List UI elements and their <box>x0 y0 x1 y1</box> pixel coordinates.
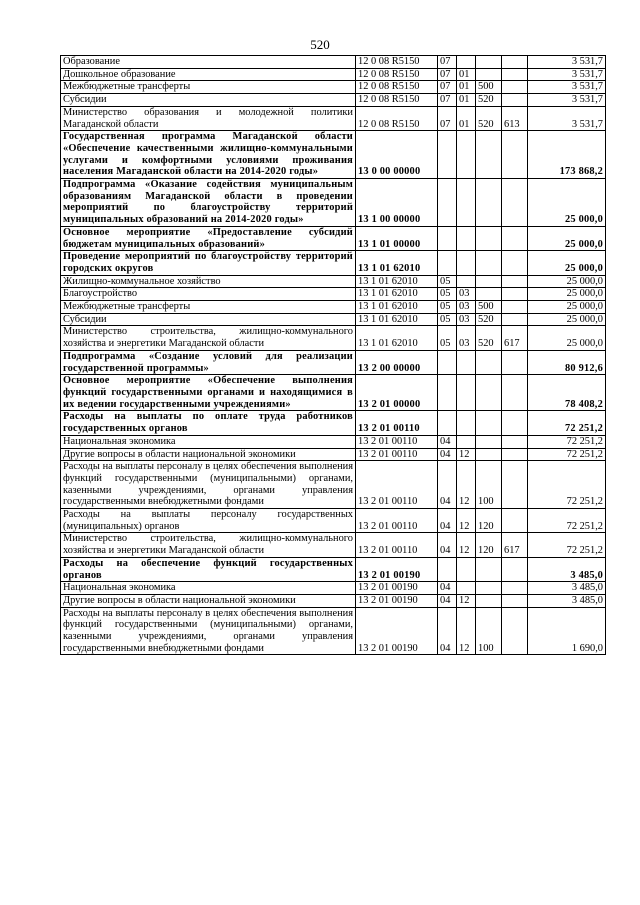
row-expense-type: 520 <box>476 94 502 107</box>
row-name: Субсидии <box>61 313 356 326</box>
row-subsection: 03 <box>457 301 476 314</box>
row-target-code: 13 2 00 00000 <box>356 350 438 374</box>
row-target-code: 13 2 01 00190 <box>356 607 438 655</box>
row-name: Жилищно-коммунальное хозяйство <box>61 275 356 288</box>
row-target-code: 13 1 01 62010 <box>356 275 438 288</box>
row-name: Межбюджетные трансферты <box>61 81 356 94</box>
row-subsection <box>457 56 476 69</box>
table-row <box>61 106 606 130</box>
row-subsection: 12 <box>457 607 476 655</box>
row-name: Основное мероприятие «Обеспечение выполнения функций государственными органами и находящимися в их ведении государственными учреждениями» <box>61 375 356 411</box>
table-row <box>61 461 606 509</box>
table-row <box>61 251 606 275</box>
row-name: Субсидии <box>61 94 356 107</box>
row-subsection <box>457 275 476 288</box>
row-name: Министерство строительства, жилищно-коммунального хозяйства и энергетики Магаданской области <box>61 326 356 350</box>
row-expense-type <box>476 275 502 288</box>
budget-table <box>60 55 606 655</box>
row-administrator <box>502 448 528 461</box>
row-section: 04 <box>438 509 457 533</box>
row-name: Межбюджетные трансферты <box>61 301 356 314</box>
row-section: 05 <box>438 326 457 350</box>
row-section: 04 <box>438 607 457 655</box>
table-row <box>61 179 606 227</box>
row-amount: 3 531,7 <box>528 68 606 81</box>
row-target-code: 12 0 08 R5150 <box>356 106 438 130</box>
row-subsection: 01 <box>457 106 476 130</box>
row-amount: 78 408,2 <box>528 375 606 411</box>
row-administrator <box>502 56 528 69</box>
row-administrator <box>502 301 528 314</box>
row-target-code: 12 0 08 R5150 <box>356 94 438 107</box>
row-target-code: 13 0 00 00000 <box>356 131 438 179</box>
table-row <box>61 448 606 461</box>
row-section: 04 <box>438 533 457 557</box>
row-administrator <box>502 288 528 301</box>
row-name: Другие вопросы в области национальной экономики <box>61 448 356 461</box>
row-administrator <box>502 435 528 448</box>
row-target-code: 13 2 01 00190 <box>356 594 438 607</box>
row-subsection: 01 <box>457 68 476 81</box>
row-subsection <box>457 179 476 227</box>
row-amount: 3 485,0 <box>528 582 606 595</box>
row-expense-type: 520 <box>476 326 502 350</box>
row-target-code: 13 1 01 00000 <box>356 226 438 250</box>
row-amount: 3 531,7 <box>528 81 606 94</box>
row-subsection: 03 <box>457 313 476 326</box>
row-target-code: 12 0 08 R5150 <box>356 56 438 69</box>
table-row <box>61 509 606 533</box>
row-section <box>438 350 457 374</box>
row-amount: 3 531,7 <box>528 94 606 107</box>
row-administrator: 617 <box>502 533 528 557</box>
table-row <box>61 226 606 250</box>
row-name: Расходы на выплаты персоналу в целях обеспечения выполнения функций государственными (муниципальными) органами, казенными учреждениями, органами управления государственными внебюджетными фондами <box>61 461 356 509</box>
row-amount: 25 000,0 <box>528 313 606 326</box>
row-target-code: 12 0 08 R5150 <box>356 81 438 94</box>
row-amount: 3 485,0 <box>528 557 606 581</box>
row-name: Подпрограмма «Создание условий для реализации государственной программы» <box>61 350 356 374</box>
row-amount: 3 531,7 <box>528 106 606 130</box>
row-target-code: 13 1 01 62010 <box>356 313 438 326</box>
row-subsection <box>457 375 476 411</box>
row-expense-type <box>476 179 502 227</box>
row-administrator <box>502 509 528 533</box>
row-administrator: 613 <box>502 106 528 130</box>
row-subsection <box>457 226 476 250</box>
table-row <box>61 131 606 179</box>
row-expense-type <box>476 56 502 69</box>
row-target-code: 13 2 01 00190 <box>356 557 438 581</box>
row-expense-type: 120 <box>476 509 502 533</box>
row-target-code: 13 2 01 00110 <box>356 533 438 557</box>
row-section: 07 <box>438 68 457 81</box>
row-subsection: 12 <box>457 448 476 461</box>
table-row <box>61 557 606 581</box>
row-expense-type <box>476 288 502 301</box>
row-subsection <box>457 131 476 179</box>
row-amount: 173 868,2 <box>528 131 606 179</box>
row-name: Государственная программа Магаданской области «Обеспечение качественными жилищно-коммунальными услугами и комфортными условиями проживания населения Магаданской области на 2014-2020 годы» <box>61 131 356 179</box>
row-section: 07 <box>438 106 457 130</box>
row-section: 07 <box>438 56 457 69</box>
row-expense-type <box>476 68 502 81</box>
table-body <box>61 56 606 655</box>
table-row <box>61 375 606 411</box>
row-section <box>438 411 457 435</box>
row-subsection: 12 <box>457 533 476 557</box>
row-amount: 25 000,0 <box>528 288 606 301</box>
row-name: Подпрограмма «Оказание содействия муниципальным образованиям Магаданской области в проведении мероприятий по благоустройству территорий муниципальных образований на 2014-2020 годы» <box>61 179 356 227</box>
row-section <box>438 375 457 411</box>
row-administrator <box>502 461 528 509</box>
row-administrator <box>502 94 528 107</box>
row-expense-type: 120 <box>476 533 502 557</box>
row-name: Другие вопросы в области национальной экономики <box>61 594 356 607</box>
row-expense-type <box>476 411 502 435</box>
row-subsection <box>457 557 476 581</box>
row-administrator: 617 <box>502 326 528 350</box>
row-section <box>438 557 457 581</box>
table-row <box>61 94 606 107</box>
row-amount: 72 251,2 <box>528 448 606 461</box>
row-subsection <box>457 582 476 595</box>
row-target-code: 13 1 01 62010 <box>356 326 438 350</box>
row-target-code: 13 1 00 00000 <box>356 179 438 227</box>
row-amount: 72 251,2 <box>528 533 606 557</box>
table-row <box>61 350 606 374</box>
row-administrator <box>502 607 528 655</box>
row-target-code: 13 2 01 00110 <box>356 448 438 461</box>
row-subsection <box>457 435 476 448</box>
row-expense-type <box>476 594 502 607</box>
table-row <box>61 582 606 595</box>
row-amount: 25 000,0 <box>528 251 606 275</box>
row-expense-type: 100 <box>476 461 502 509</box>
row-section: 07 <box>438 81 457 94</box>
row-name: Расходы на выплаты персоналу государственных (муниципальных) органов <box>61 509 356 533</box>
table-row <box>61 301 606 314</box>
row-amount: 25 000,0 <box>528 179 606 227</box>
row-expense-type <box>476 448 502 461</box>
row-amount: 72 251,2 <box>528 411 606 435</box>
row-administrator <box>502 179 528 227</box>
row-subsection: 03 <box>457 288 476 301</box>
table-row <box>61 607 606 655</box>
row-administrator <box>502 81 528 94</box>
row-subsection: 03 <box>457 326 476 350</box>
row-administrator <box>502 131 528 179</box>
row-section: 04 <box>438 461 457 509</box>
row-expense-type <box>476 350 502 374</box>
row-section: 05 <box>438 288 457 301</box>
row-subsection <box>457 251 476 275</box>
row-subsection: 01 <box>457 94 476 107</box>
row-name: Расходы на обеспечение функций государственных органов <box>61 557 356 581</box>
row-administrator <box>502 226 528 250</box>
row-subsection <box>457 411 476 435</box>
row-section <box>438 226 457 250</box>
row-section: 05 <box>438 275 457 288</box>
row-amount: 72 251,2 <box>528 509 606 533</box>
table-row <box>61 275 606 288</box>
row-expense-type <box>476 557 502 581</box>
row-amount: 25 000,0 <box>528 226 606 250</box>
row-section: 07 <box>438 94 457 107</box>
row-section: 05 <box>438 313 457 326</box>
row-subsection <box>457 350 476 374</box>
row-amount: 1 690,0 <box>528 607 606 655</box>
row-administrator <box>502 275 528 288</box>
table-row <box>61 56 606 69</box>
row-expense-type <box>476 251 502 275</box>
row-target-code: 13 1 01 62010 <box>356 251 438 275</box>
row-expense-type <box>476 131 502 179</box>
row-name: Благоустройство <box>61 288 356 301</box>
table-row <box>61 288 606 301</box>
row-expense-type <box>476 582 502 595</box>
row-section: 04 <box>438 435 457 448</box>
row-target-code: 13 2 01 00110 <box>356 509 438 533</box>
row-target-code: 12 0 08 R5150 <box>356 68 438 81</box>
row-target-code: 13 2 01 00110 <box>356 435 438 448</box>
row-expense-type: 520 <box>476 313 502 326</box>
row-administrator <box>502 411 528 435</box>
row-administrator <box>502 251 528 275</box>
row-name: Образование <box>61 56 356 69</box>
row-target-code: 13 2 01 00110 <box>356 411 438 435</box>
table-row <box>61 435 606 448</box>
row-section: 04 <box>438 582 457 595</box>
row-expense-type: 100 <box>476 607 502 655</box>
row-target-code: 13 1 01 62010 <box>356 288 438 301</box>
row-name: Дошкольное образование <box>61 68 356 81</box>
row-target-code: 13 2 01 00000 <box>356 375 438 411</box>
row-administrator <box>502 582 528 595</box>
row-expense-type <box>476 375 502 411</box>
row-name: Министерство строительства, жилищно-коммунального хозяйства и энергетики Магаданской области <box>61 533 356 557</box>
row-name: Основное мероприятие «Предоставление субсидий бюджетам муниципальных образований» <box>61 226 356 250</box>
row-amount: 25 000,0 <box>528 326 606 350</box>
row-administrator <box>502 350 528 374</box>
row-expense-type: 500 <box>476 81 502 94</box>
row-target-code: 13 2 01 00190 <box>356 582 438 595</box>
row-administrator <box>502 557 528 581</box>
row-section <box>438 251 457 275</box>
row-section <box>438 179 457 227</box>
row-section: 05 <box>438 301 457 314</box>
row-amount: 72 251,2 <box>528 461 606 509</box>
row-name: Национальная экономика <box>61 582 356 595</box>
row-target-code: 13 1 01 62010 <box>356 301 438 314</box>
row-expense-type <box>476 435 502 448</box>
row-name: Министерство образования и молодежной политики Магаданской области <box>61 106 356 130</box>
row-subsection: 12 <box>457 461 476 509</box>
row-amount: 3 485,0 <box>528 594 606 607</box>
row-name: Расходы на выплаты персоналу в целях обеспечения выполнения функций государственными (муниципальными) органами, казенными учреждениями, органами управления государственными внебюджетными фондами <box>61 607 356 655</box>
row-section: 04 <box>438 448 457 461</box>
row-subsection: 01 <box>457 81 476 94</box>
row-amount: 25 000,0 <box>528 275 606 288</box>
row-amount: 25 000,0 <box>528 301 606 314</box>
row-expense-type <box>476 226 502 250</box>
table-row <box>61 594 606 607</box>
row-subsection: 12 <box>457 509 476 533</box>
table-row <box>61 313 606 326</box>
row-expense-type: 500 <box>476 301 502 314</box>
row-administrator <box>502 313 528 326</box>
row-name: Расходы на выплаты по оплате труда работников государственных органов <box>61 411 356 435</box>
row-section: 04 <box>438 594 457 607</box>
table-row <box>61 326 606 350</box>
row-section <box>438 131 457 179</box>
row-target-code: 13 2 01 00110 <box>356 461 438 509</box>
table-row <box>61 533 606 557</box>
row-administrator <box>502 594 528 607</box>
row-amount: 3 531,7 <box>528 56 606 69</box>
row-administrator <box>502 68 528 81</box>
table-row <box>61 68 606 81</box>
table-row <box>61 411 606 435</box>
row-expense-type: 520 <box>476 106 502 130</box>
row-name: Проведение мероприятий по благоустройству территорий городских округов <box>61 251 356 275</box>
row-administrator <box>502 375 528 411</box>
row-subsection: 12 <box>457 594 476 607</box>
page-number: 520 <box>310 37 330 52</box>
table-row <box>61 81 606 94</box>
row-amount: 72 251,2 <box>528 435 606 448</box>
row-amount: 80 912,6 <box>528 350 606 374</box>
row-name: Национальная экономика <box>61 435 356 448</box>
